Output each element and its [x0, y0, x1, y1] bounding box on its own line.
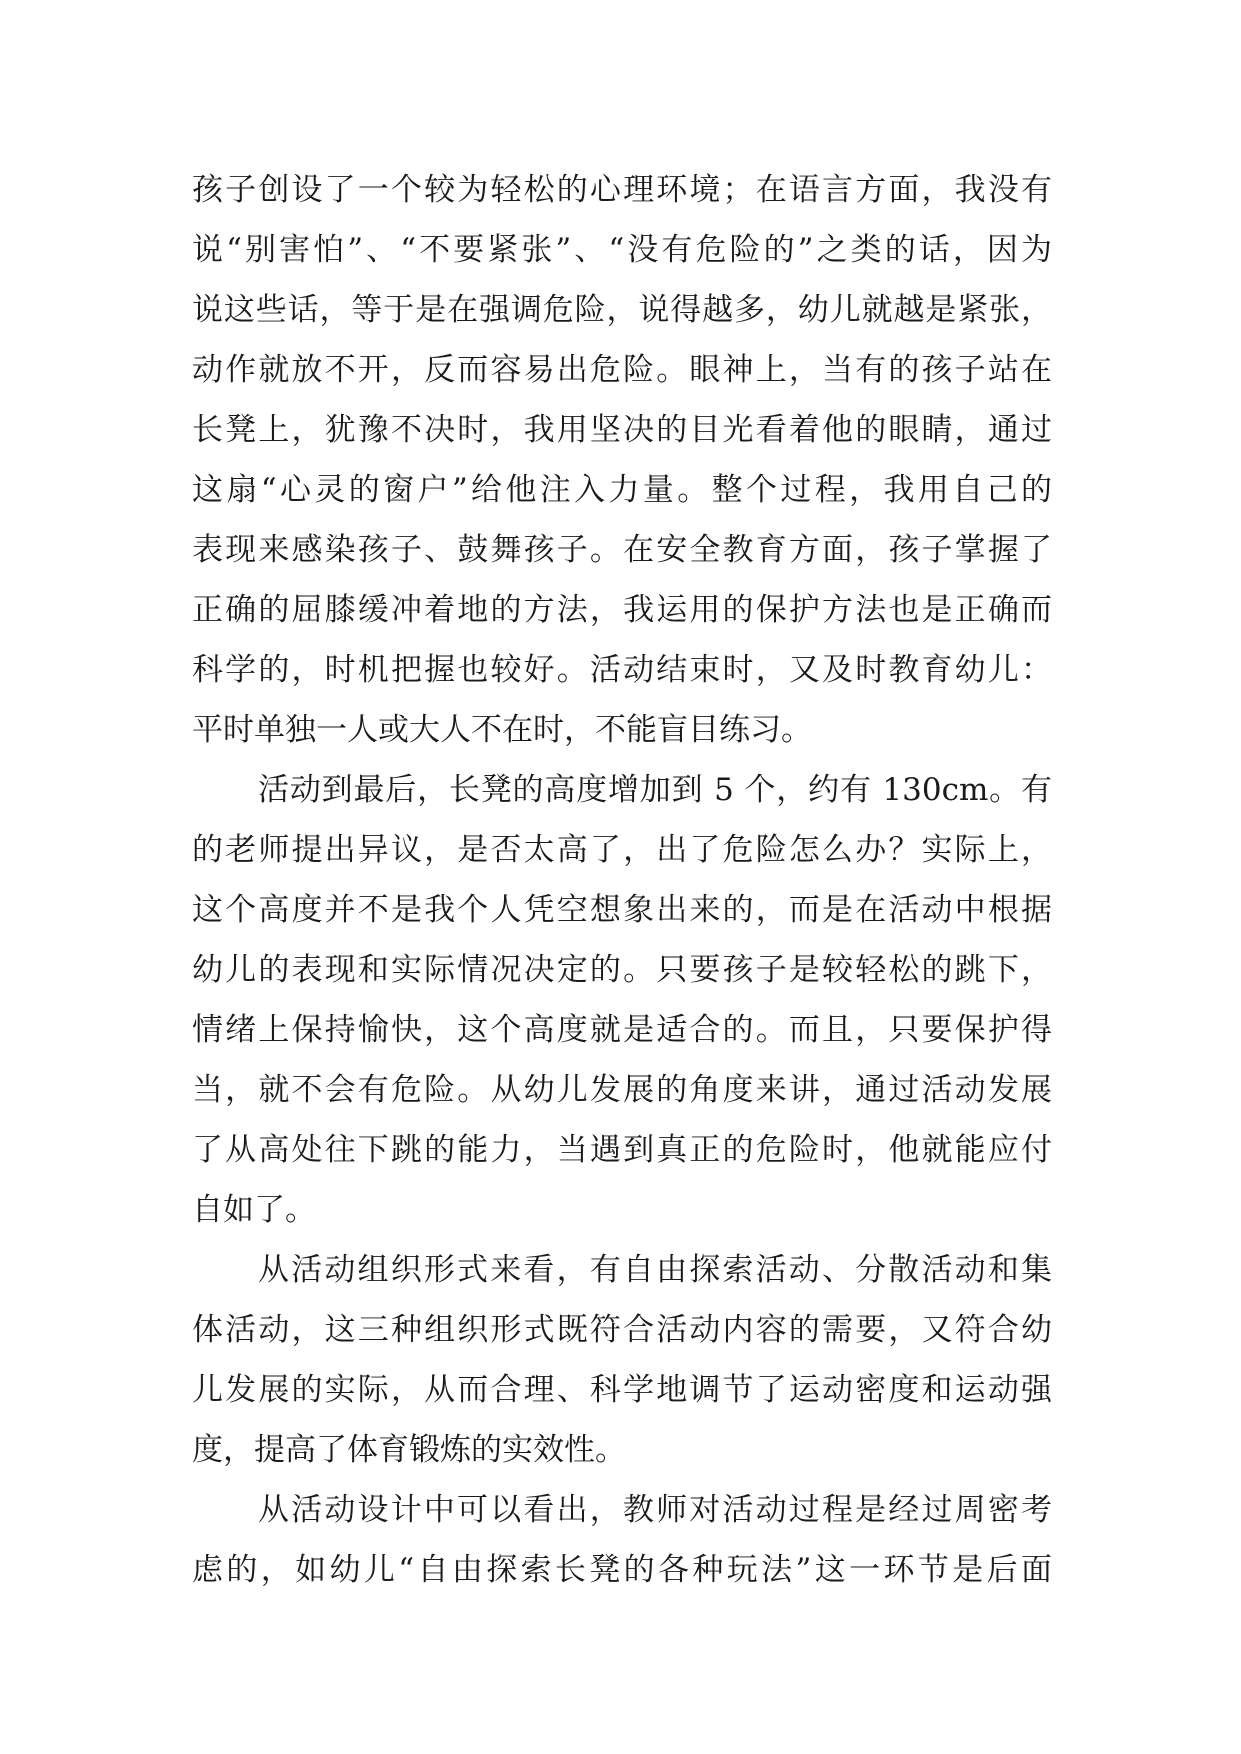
text-line: 幼儿的表现和实际情况决定的。只要孩子是较轻松的跳下， [192, 952, 1052, 988]
text-line: 说这些话，等于是在强调危险，说得越多，幼儿就越是紧张， [192, 292, 1052, 328]
text-line: 自如了。 [192, 1192, 316, 1228]
text-line: 表现来感染孩子、鼓舞孩子。在安全教育方面，孩子掌握了 [192, 532, 1052, 568]
text-line: 长凳上，犹豫不决时，我用坚决的目光看着他的眼睛，通过 [192, 412, 1052, 448]
text-line: 这个高度并不是我个人凭空想象出来的，而是在活动中根据 [192, 892, 1052, 928]
text-line: 当，就不会有危险。从幼儿发展的角度来讲，通过活动发展 [192, 1072, 1052, 1108]
text-line: 活动到最后，长凳的高度增加到 5 个，约有 130cm。有 [258, 772, 1052, 808]
text-line: 说“别害怕”、“不要紧张”、“没有危险的”之类的话，因为 [192, 232, 1052, 268]
body-text [192, 160, 1052, 1600]
text-line: 情绪上保持愉快，这个高度就是适合的。而且，只要保护得 [192, 1012, 1052, 1048]
text-line: 平时单独一人或大人不在时，不能盲目练习。 [192, 712, 812, 748]
text-line: 儿发展的实际，从而合理、科学地调节了运动密度和运动强 [192, 1372, 1052, 1408]
text-line: 度，提高了体育锻炼的实效性。 [192, 1432, 626, 1468]
text-line: 了从高处往下跳的能力，当遇到真正的危险时，他就能应付 [192, 1132, 1052, 1168]
text-line: 正确的屈膝缓冲着地的方法，我运用的保护方法也是正确而 [192, 592, 1052, 628]
text-line: 从活动组织形式来看，有自由探索活动、分散活动和集 [258, 1252, 1052, 1288]
text-line: 孩子创设了一个较为轻松的心理环境；在语言方面，我没有 [192, 172, 1052, 208]
text-line: 体活动，这三种组织形式既符合活动内容的需要，又符合幼 [192, 1312, 1052, 1348]
text-line: 的老师提出异议，是否太高了，出了危险怎么办？实际上， [192, 832, 1052, 868]
text-line: 虑的，如幼儿“自由探索长凳的各种玩法”这一环节是后面 [192, 1552, 1052, 1588]
text-line: 这扇“心灵的窗户”给他注入力量。整个过程，我用自己的 [192, 472, 1052, 508]
text-line: 从活动设计中可以看出，教师对活动过程是经过周密考 [258, 1492, 1052, 1528]
text-line: 动作就放不开，反而容易出危险。眼神上，当有的孩子站在 [192, 352, 1052, 388]
text-line: 科学的，时机把握也较好。活动结束时，又及时教育幼儿： [192, 652, 1052, 688]
